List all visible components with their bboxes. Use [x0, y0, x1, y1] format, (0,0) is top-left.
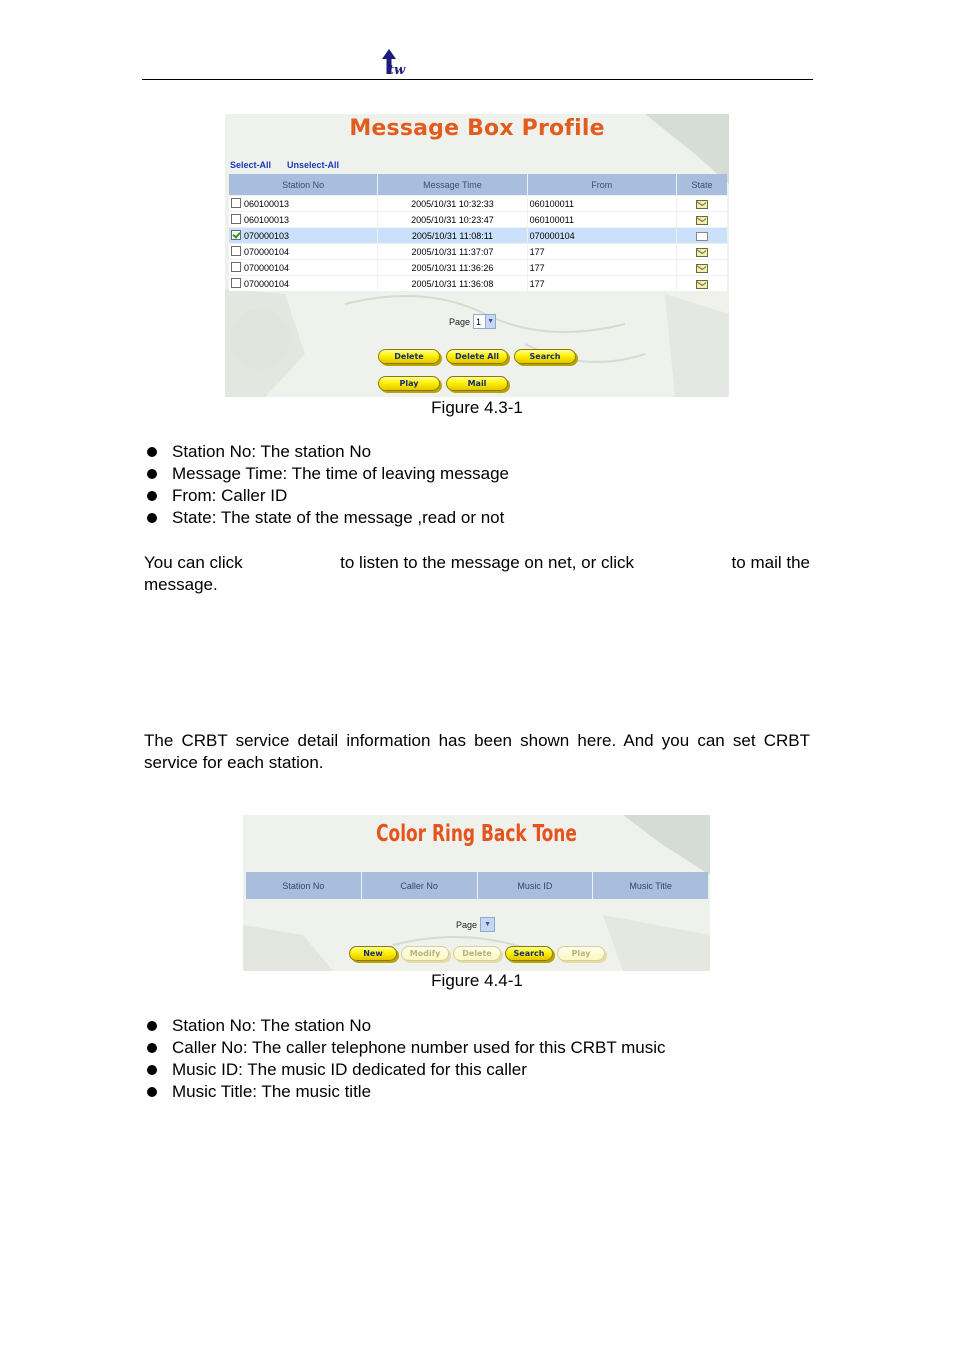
company-logo: [376, 47, 406, 77]
page-dropdown[interactable]: [473, 314, 496, 329]
message-time: 2005/10/31 11:36:26: [378, 260, 526, 275]
station-cell: [229, 196, 377, 211]
field-list-1: [142, 441, 822, 529]
station-no: 070000104: [244, 247, 290, 257]
unread-envelope-icon: [696, 280, 708, 289]
column-header-caller-no[interactable]: Caller No: [362, 872, 477, 899]
delete-button[interactable]: Delete: [378, 349, 440, 364]
logo-lettering: tw: [388, 63, 406, 77]
column-header-music-id[interactable]: Music ID: [478, 872, 593, 899]
column-header-station-no[interactable]: Station No: [229, 174, 377, 195]
state-cell: [677, 196, 727, 211]
column-header-music-title[interactable]: Music Title: [593, 872, 708, 899]
row-checkbox[interactable]: [231, 246, 241, 256]
modify-button[interactable]: Modify: [401, 946, 449, 961]
paragraph-part-3: to mail the: [731, 553, 810, 572]
delete-all-button[interactable]: Delete All: [446, 349, 508, 364]
station-cell: [229, 244, 377, 259]
column-header-from[interactable]: From: [528, 174, 676, 195]
column-header-state[interactable]: State: [677, 174, 727, 195]
unread-envelope-icon: [696, 264, 708, 273]
station-no: 060100013: [244, 199, 290, 209]
table-header-row: [246, 872, 708, 899]
play-button[interactable]: Play: [557, 946, 605, 961]
crbt-figure: [243, 815, 710, 971]
caller-id: 177: [528, 276, 676, 291]
table-row[interactable]: [229, 244, 727, 259]
row-checkbox[interactable]: [231, 262, 241, 272]
read-envelope-icon: [696, 232, 708, 241]
mail-button[interactable]: Mail: [446, 376, 508, 391]
delete-button[interactable]: Delete: [453, 946, 501, 961]
table-row[interactable]: [229, 228, 727, 243]
unread-envelope-icon: [696, 248, 708, 257]
message-time: 2005/10/31 11:37:07: [378, 244, 526, 259]
message-box-title: Message Box Profile: [349, 116, 605, 141]
station-cell: [229, 276, 377, 291]
crbt-title: Color Ring Back Tone: [376, 821, 577, 847]
station-cell: [229, 260, 377, 275]
state-cell: [677, 244, 727, 259]
page-label: Page: [456, 919, 478, 930]
message-time: 2005/10/31 10:32:33: [378, 196, 526, 211]
caller-id: 177: [528, 244, 676, 259]
select-all-link[interactable]: Select-All: [230, 160, 272, 170]
column-header-message-time[interactable]: Message Time: [378, 174, 526, 195]
state-cell: [677, 212, 727, 227]
table-row[interactable]: [229, 212, 727, 227]
station-cell: [229, 212, 377, 227]
page-dropdown-value: 1: [476, 316, 482, 327]
list-item: Caller No: The caller telephone number used for this CRBT music: [142, 1037, 822, 1059]
table-row[interactable]: [229, 260, 727, 275]
row-checkbox[interactable]: [231, 278, 241, 288]
row-checkbox[interactable]: [231, 198, 241, 208]
list-item: Station No: The station No: [142, 441, 822, 463]
unread-envelope-icon: [696, 216, 708, 225]
chevron-down-icon: ▼: [485, 315, 495, 328]
unread-envelope-icon: [696, 200, 708, 209]
list-item: From: Caller ID: [142, 485, 822, 507]
message-time: 2005/10/31 11:36:08: [378, 276, 526, 291]
state-cell: [677, 260, 727, 275]
message-time: 2005/10/31 10:23:47: [378, 212, 526, 227]
header-rule: [142, 79, 813, 80]
row-checkbox[interactable]: [231, 230, 241, 240]
chevron-down-icon: ▼: [481, 918, 494, 931]
message-box-figure: [225, 114, 729, 397]
caller-id: 060100011: [528, 212, 676, 227]
paragraph-tail: message.: [144, 575, 218, 594]
caller-id: 070000104: [528, 228, 676, 243]
table-row[interactable]: [229, 276, 727, 291]
paragraph-part-1: You can click: [144, 553, 243, 572]
field-list-2: [142, 1015, 822, 1103]
table-row[interactable]: [229, 196, 727, 211]
page-label: Page: [449, 316, 471, 327]
state-cell: [677, 276, 727, 291]
search-button[interactable]: Search: [505, 946, 553, 961]
caller-id: 060100011: [528, 196, 676, 211]
column-header-station-no[interactable]: Station No: [246, 872, 361, 899]
station-no: 070000104: [244, 279, 290, 289]
list-item: State: The state of the message ,read or not: [142, 507, 822, 529]
paragraph-part-2: to listen to the message on net, or click: [340, 553, 635, 572]
row-checkbox[interactable]: [231, 214, 241, 224]
station-cell: [229, 228, 377, 243]
page-selector: [449, 314, 496, 329]
state-cell: [677, 228, 727, 243]
figure2-caption: Figure 4.4-1: [431, 971, 523, 990]
page-dropdown[interactable]: [480, 917, 495, 932]
page-selector: [456, 917, 495, 932]
station-no: 070000104: [244, 263, 290, 273]
list-item: Message Time: The time of leaving message: [142, 463, 822, 485]
table-header-row: [229, 174, 727, 195]
play-mail-paragraph: [144, 552, 810, 596]
station-no: 070000103: [244, 231, 290, 241]
crbt-table: [245, 871, 709, 900]
list-item: Music Title: The music title: [142, 1081, 822, 1103]
unselect-all-link[interactable]: Unselect-All: [287, 160, 340, 170]
search-button[interactable]: Search: [514, 349, 576, 364]
crbt-paragraph: The CRBT service detail information has been shown here. And you can set CRBT service for each station.: [144, 731, 810, 772]
play-button[interactable]: Play: [378, 376, 440, 391]
new-button[interactable]: New: [349, 946, 397, 961]
message-time: 2005/10/31 11:08:11: [378, 228, 526, 243]
station-no: 060100013: [244, 215, 290, 225]
figure1-caption: Figure 4.3-1: [431, 398, 523, 417]
caller-id: 177: [528, 260, 676, 275]
list-item: Music ID: The music ID dedicated for this caller: [142, 1059, 822, 1081]
message-table: [228, 173, 728, 292]
list-item: Station No: The station No: [142, 1015, 822, 1037]
